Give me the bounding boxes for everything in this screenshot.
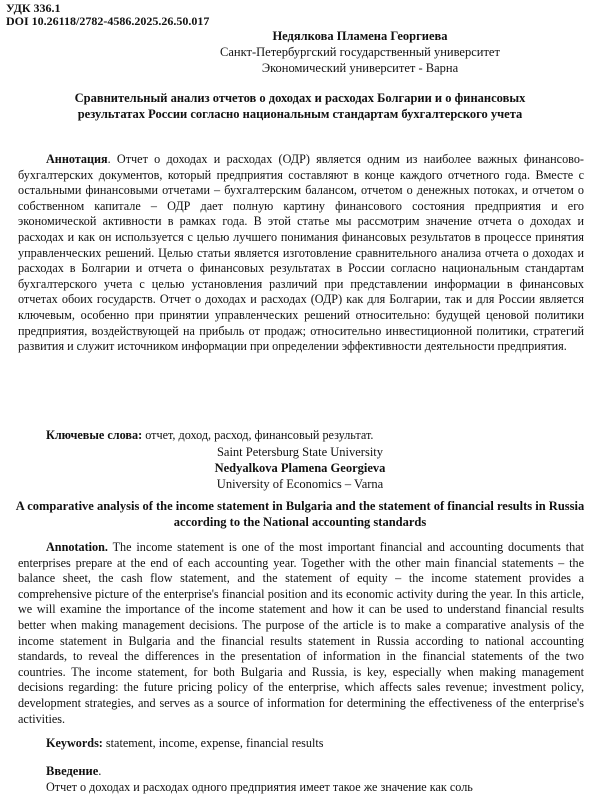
affiliation-en-1: Saint Petersburg State University (216, 445, 384, 459)
abstract-text-en: The income statement is one of the most important financial and accounting documents that enterprises prepare at the end of each accounting year. Together with the other main financial statements – the balance sheet, the cash flow statement, and the statement of equity – the income statement provides a comprehensive picture of the enterprise's financial position and its economic activity during the year. In this article, we will examine the importance of the income statement and how it can be used to understand financial results better when making management decisions. The purpose of the article is to make a comparative analysis of the income statement in Bulgaria and the financial results statement in Russia according to national accounting standards, to reveal the differences in the presentation of information in the financial statements of the two countries. The income statement, for both Bulgaria and Russia, is key, especially when making management decisions regarding: the future pricing policy of the enterprise, which affects sales revenue; investment policy, development strategies, and serves as a source of information for determining the effectiveness of the enterprise's activities. (18, 540, 584, 726)
introduction-heading (46, 764, 101, 779)
abstract-label-ru: Аннотация (46, 152, 108, 166)
keywords-label-en: Keywords: (46, 736, 103, 750)
affiliation-en-2: University of Economics – Varna (216, 477, 384, 491)
affiliation-ru-1: Санкт-Петербургский государственный университет (220, 45, 500, 59)
article-title-en: A comparative analysis of the income statement in Bulgaria and the statement of financial results in Russia according to the National accounting standards (15, 499, 585, 529)
author-name-ru: Недялкова Пламена Георгиева (272, 29, 448, 43)
article-title-ru: Сравнительный анализ отчетов о доходах и расходах Болгарии и о финансовых результатах России согласно национальным стандартам бухгалтерского учета (74, 91, 526, 121)
abstract-ru (18, 152, 584, 355)
keywords-en (18, 736, 584, 752)
introduction-text: Отчет о доходах и расходах одного предприятия имеет такое же значение как соль (46, 780, 473, 794)
introduction-heading-text: Введение (46, 764, 99, 778)
affiliation-ru-2: Экономический университет - Варна (261, 61, 459, 75)
abstract-en (18, 540, 584, 727)
abstract-label-en: Annotation. (46, 540, 108, 554)
keywords-label-ru: Ключевые слова: (46, 428, 143, 442)
introduction-heading-dot: . (98, 764, 102, 778)
doi: DOI 10.26118/2782-4586.2025.26.50.017 (6, 14, 210, 28)
abstract-text-ru: . Отчет о доходах и расходах (ОДР) является одним из наиболее важных финансово-бухгалтерских документов, который предприятия составляют в конце каждого отчетного года. Вместе с остальными финансовыми отчетами – бухгалтерским балансом, отчетом о денежных потоках, и отчетом о собственном капитале – ОДР дает полную картину финансового состояния предприятия и его экономической активности в рамках года. В этой статье мы рассмотрим значение отчета о доходах и расходах и как он используется с целью лучшего понимания финансовых результатов в процессе принятия управленческих решений. Целью статьи является изготовление сравнительного анализа отчета о доходах и расходах в Болгарии и отчета о финансовых результатах в России согласно национальным стандартам бухгалтерского учета с целью установления различий при представлении информации в финансовых отчетах обоих государств. Отчет о доходах и расходах (ОДР) как для Болгарии, так и для России является ключевым, особенно при принятии управленческих решений относительно: будущей ценовой политики предприятия, воздействующей на прибыль от продаж; относительно инвестиционной политики, стратегий развития и служит источником информации при определении эффективности деятельности предприятия. (18, 152, 584, 354)
keywords-text-en: statement, income, expense, financial results (102, 736, 324, 750)
udk-code: УДК 336.1 (6, 1, 61, 15)
author-name-en: Nedyalkova Plamena Georgieva (214, 461, 386, 475)
keywords-ru (18, 428, 584, 444)
keywords-text-ru: отчет, доход, расход, финансовый результат. (142, 428, 374, 442)
